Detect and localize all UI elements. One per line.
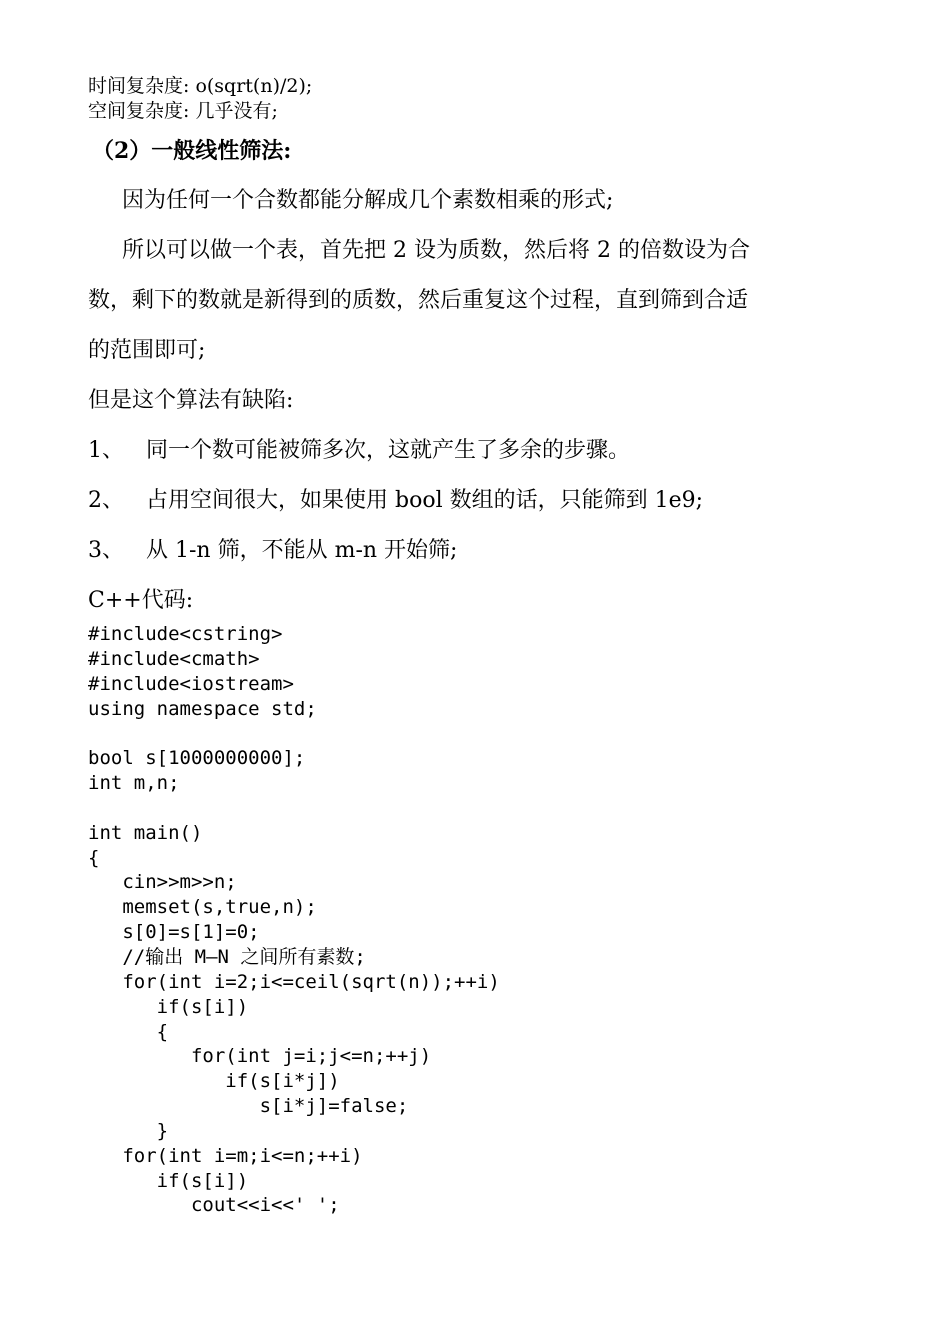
list-item-text: 占用空间很大，如果使用 bool 数组的话，只能筛到 1e9; bbox=[146, 488, 704, 513]
list-item-number: 1、 bbox=[88, 438, 124, 463]
code-label: C++代码: bbox=[88, 588, 194, 613]
code-line: { bbox=[88, 846, 100, 869]
code-line: memset(s,true,n); bbox=[88, 896, 317, 919]
space-complexity-line: 空间复杂度: 几乎没有; bbox=[88, 100, 278, 122]
code-line: #include<iostream> bbox=[88, 672, 294, 695]
code-line: for(int j=i;j<=n;++j) bbox=[88, 1045, 432, 1068]
code-line: for(int i=2;i<=ceil(sqrt(n));++i) bbox=[88, 970, 500, 993]
code-line: } bbox=[88, 1119, 169, 1142]
code-line: if(s[i*j]) bbox=[88, 1070, 340, 1093]
code-line: using namespace std; bbox=[88, 697, 317, 720]
section-heading: （2）一般线性筛法: bbox=[92, 138, 292, 164]
list-item-number: 2、 bbox=[88, 488, 124, 513]
code-line: bool s[1000000000]; bbox=[88, 747, 306, 770]
paragraph-sieve-line-3: 的范围即可; bbox=[88, 338, 206, 363]
code-line bbox=[88, 721, 500, 746]
code-line: s[0]=s[1]=0; bbox=[88, 921, 260, 944]
code-line: for(int i=m;i<=n;++i) bbox=[88, 1144, 363, 1167]
list-item-text: 同一个数可能被筛多次，这就产生了多余的步骤。 bbox=[146, 438, 631, 463]
code-line: //输出 M—N 之间所有素数; bbox=[88, 945, 366, 968]
code-line: cout<<i<<' '; bbox=[88, 1194, 340, 1217]
code-line: #include<cmath> bbox=[88, 647, 260, 670]
time-complexity-line: 时间复杂度: o(sqrt(n)/2); bbox=[88, 75, 313, 97]
code-line: cin>>m>>n; bbox=[88, 871, 237, 894]
code-line: if(s[i]) bbox=[88, 995, 249, 1018]
code-line: int main() bbox=[88, 821, 203, 844]
code-line: int m,n; bbox=[88, 772, 180, 795]
paragraph-sieve-line-1: 所以可以做一个表，首先把 2 设为质数，然后将 2 的倍数设为合 bbox=[122, 238, 750, 263]
code-line: { bbox=[88, 1020, 169, 1043]
code-block bbox=[88, 622, 500, 1218]
paragraph-composite-numbers: 因为任何一个合数都能分解成几个素数相乘的形式; bbox=[122, 188, 614, 213]
list-item-text: 从 1-n 筛，不能从 m-n 开始筛; bbox=[146, 538, 458, 563]
code-line bbox=[88, 796, 500, 821]
paragraph-defects-intro: 但是这个算法有缺陷: bbox=[88, 388, 294, 413]
code-line: s[i*j]=false; bbox=[88, 1095, 409, 1118]
code-line: if(s[i]) bbox=[88, 1169, 249, 1192]
list-item-number: 3、 bbox=[88, 538, 124, 563]
code-line: #include<cstring> bbox=[88, 623, 283, 645]
paragraph-sieve-line-2: 数，剩下的数就是新得到的质数，然后重复这个过程，直到筛到合适 bbox=[88, 288, 749, 313]
